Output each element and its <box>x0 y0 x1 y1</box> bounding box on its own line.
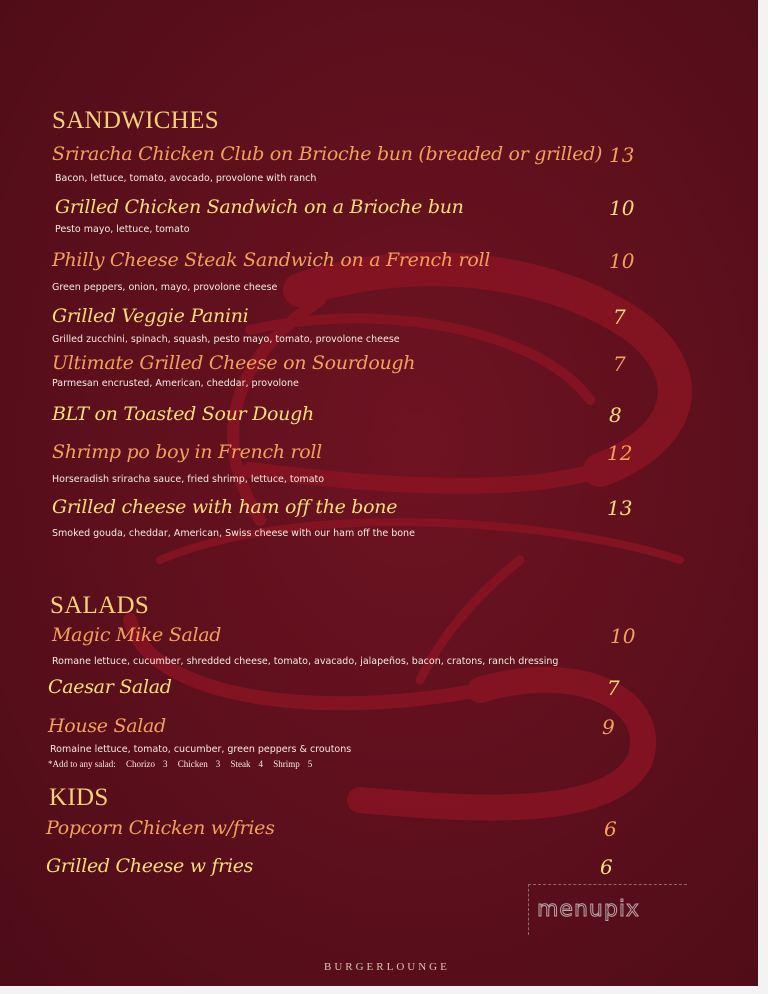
addon-price: 4 <box>258 759 263 769</box>
item-price: 10 <box>609 196 635 220</box>
item-name: Philly Cheese Steak Sandwich on a French roll <box>52 249 491 271</box>
item-name: Grilled Veggie Panini <box>52 305 249 327</box>
item-price: 10 <box>610 624 636 648</box>
item-description: Grilled zucchini, spinach, squash, pesto mayo, tomato, provolone cheese <box>52 334 400 345</box>
section-title-salads: SALADS <box>50 592 150 619</box>
addons-label: *Add to any salad: <box>48 759 116 769</box>
item-price: 9 <box>602 715 615 739</box>
addon-name: Shrimp <box>273 759 300 769</box>
addon-name: Chorizo <box>126 759 155 769</box>
watermark-text: menupix <box>537 897 640 922</box>
item-description: Pesto mayo, lettuce, tomato <box>55 224 190 235</box>
item-price: 13 <box>609 143 635 167</box>
item-price: 8 <box>609 403 622 427</box>
item-name: Popcorn Chicken w/fries <box>46 817 275 839</box>
item-name: Grilled Chicken Sandwich on a Brioche bun <box>55 196 464 218</box>
item-price: 7 <box>607 676 620 700</box>
item-name: Grilled cheese with ham off the bone <box>52 496 398 518</box>
item-price: 7 <box>613 305 626 329</box>
item-price: 6 <box>604 817 617 841</box>
item-description: Romaine lettuce, tomato, cucumber, green peppers & croutons <box>50 744 352 755</box>
section-title-sandwiches: SANDWICHES <box>52 107 219 134</box>
item-price: 13 <box>607 496 633 520</box>
item-price: 10 <box>609 249 635 273</box>
item-description: Bacon, lettuce, tomato, avocado, provolone with ranch <box>55 173 317 184</box>
addon-price: 3 <box>163 759 168 769</box>
addon-price: 5 <box>307 759 313 769</box>
menupix-watermark <box>528 884 687 935</box>
salad-addons-line <box>48 759 320 769</box>
item-name: BLT on Toasted Sour Dough <box>52 403 314 425</box>
section-title-kids: KIDS <box>49 784 109 811</box>
addon-price: 3 <box>215 759 221 769</box>
item-name: Caesar Salad <box>48 676 172 698</box>
item-description: Green peppers, onion, mayo, provolone cheese <box>52 282 278 293</box>
item-name: House Salad <box>48 715 166 737</box>
addon-name: Chicken <box>177 759 208 769</box>
item-description: Smoked gouda, cheddar, American, Swiss cheese with our ham off the bone <box>52 528 415 539</box>
item-price: 6 <box>600 855 613 879</box>
addon-name: Steak <box>230 759 251 769</box>
item-name: Sriracha Chicken Club on Brioche bun (breaded or grilled) <box>52 143 603 165</box>
item-description: Horseradish sriracha sauce, fried shrimp, lettuce, tomato <box>52 474 325 485</box>
item-name: Shrimp po boy in French roll <box>52 441 322 463</box>
item-name: Grilled Cheese w fries <box>46 855 254 877</box>
item-name: Magic Mike Salad <box>52 624 222 646</box>
item-price: 12 <box>607 441 633 465</box>
footer-brand: BURGERLOUNGE <box>324 961 450 973</box>
item-description: Romane lettuce, cucumber, shredded cheese, tomato, avacado, jalapeños, bacon, cratons, ranch dressing <box>52 656 559 667</box>
item-description: Parmesan encrusted, American, cheddar, provolone <box>52 378 299 389</box>
item-name: Ultimate Grilled Cheese on Sourdough <box>52 352 416 374</box>
item-price: 7 <box>613 352 626 376</box>
